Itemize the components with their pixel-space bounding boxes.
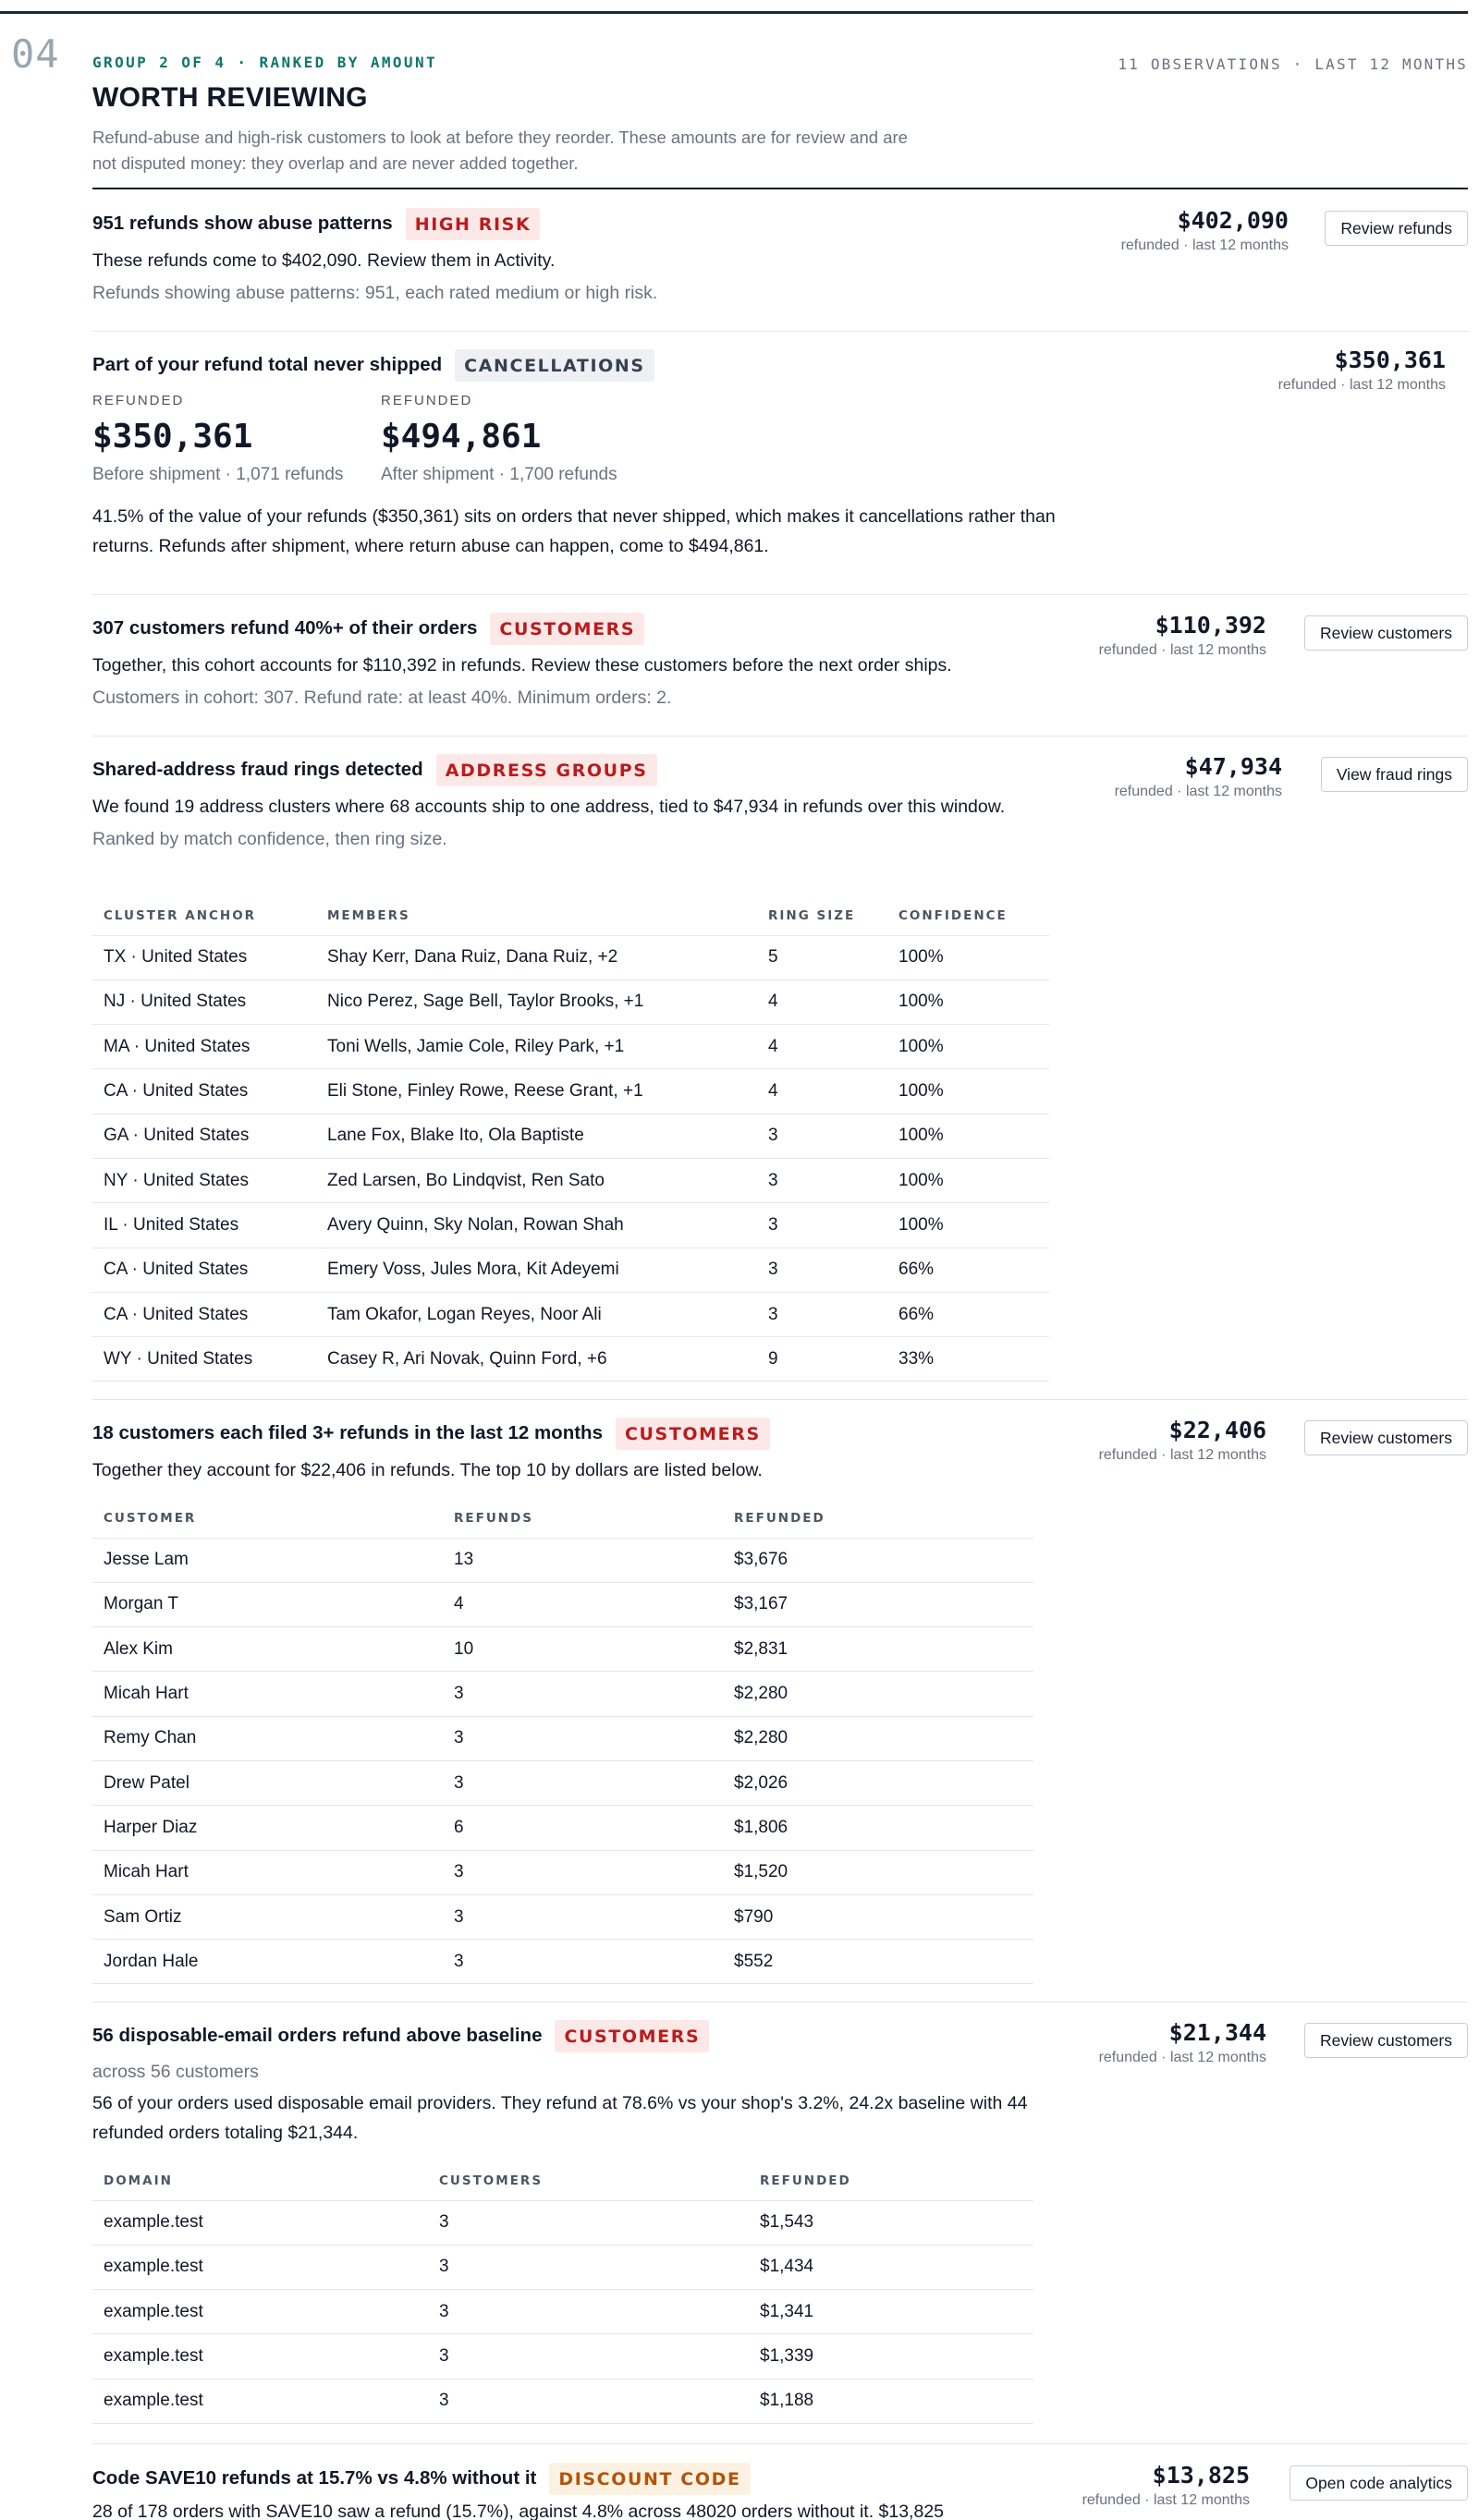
customers-badge: CUSTOMERS [616,1418,770,1450]
column-header: CLUSTER ANCHOR [92,896,316,935]
table-cell: 3 [443,1940,723,1984]
table-row [92,1203,1049,1248]
card-disposable-email [92,2017,1468,2411]
table-cell: GA · United States [92,1114,316,1158]
cancellations-badge: CANCELLATIONS [455,349,654,382]
amount-label: refunded · last 12 months [1098,2050,1266,2065]
customers-badge: CUSTOMERS [555,2020,709,2052]
table-cell: $2,831 [723,1627,1033,1672]
amount-value: $110,392 [1155,612,1266,639]
card-title: Code SAVE10 refunds at 15.7% vs 4.8% without it [92,2467,537,2489]
table-cell: 3 [428,2379,749,2423]
card-text: We found 19 address clusters where 68 accounts ship to one address, tied to $47,934 in refunds over this window. [92,797,1006,817]
table-row [92,1716,1033,1760]
table-cell: 10 [443,1627,723,1672]
card-title: 56 disposable-email orders refund above baseline [92,2025,543,2046]
card-text: 41.5% of the value of your refunds ($350,361) sits on orders that never shipped, which makes it cancellations rather than returns. Refunds after shipment, where return abuse can happen, come to $494,861. [92,506,1056,556]
table-cell: 100% [887,1025,1049,1069]
table-cell: 100% [887,1158,1049,1202]
column-header: MEMBERS [316,896,757,935]
table-cell: $1,520 [723,1850,1033,1894]
table-cell: 100% [887,1114,1049,1158]
table-row [92,980,1049,1024]
table-row [92,2334,1033,2379]
column-header: CONFIDENCE [887,896,1049,935]
table-cell: $1,188 [749,2379,1033,2423]
table-cell: CA · United States [92,1248,316,1292]
table-cell: 3 [428,2200,749,2245]
disposable-email-table [92,2161,1033,2424]
table-cell: 3 [428,2334,749,2379]
card-divider [92,594,1468,595]
amount-label: refunded · last 12 months [1114,784,1282,799]
table-cell: 6 [443,1806,723,1850]
table-cell: Remy Chan [92,1716,443,1760]
table-cell: 13 [443,1538,723,1582]
table-row [92,1806,1033,1850]
card-subtext: Customers in cohort: 307. Refund rate: at least 40%. Minimum orders: 2. [92,688,672,708]
amount-block [1099,612,1266,659]
amount-value: $21,344 [1168,2019,1266,2046]
table-cell: Lane Fox, Blake Ito, Ola Baptiste [316,1114,757,1158]
table-row [92,1582,1033,1626]
table-cell: 3 [757,1292,887,1336]
card-divider [92,1399,1468,1400]
amount-label: refunded · last 12 months [1098,642,1266,658]
card-subtext: Ranked by match confidence, then ring size. [92,829,447,849]
kpi-value: $350,361 [92,418,253,456]
high-risk-badge: HIGH RISK [406,208,541,240]
card-subtext: Refunds showing abuse patterns: 951, each rated medium or high risk. [92,283,658,303]
table-cell: Avery Quinn, Sky Nolan, Rowan Shah [316,1203,757,1248]
section-eyebrow: GROUP 2 OF 4 · RANKED BY AMOUNT [92,54,438,71]
table-cell: example.test [92,2290,428,2334]
card-divider [92,736,1468,737]
table-cell: Casey R, Ari Novak, Quinn Ford, +6 [316,1337,757,1382]
column-header: CUSTOMERS [428,2161,749,2200]
table-cell: 100% [887,1069,1049,1114]
amount-block [1115,753,1282,800]
column-header: REFUNDED [749,2161,1033,2200]
table-row [92,2245,1033,2289]
customers-badge: CUSTOMERS [490,613,644,645]
card-divider [92,331,1468,332]
table-cell: 100% [887,980,1049,1024]
card-abuse-patterns [92,205,1468,308]
table-cell: Tam Okafor, Logan Reyes, Noor Ali [316,1292,757,1336]
kpi-sub: After shipment · 1,700 refunds [381,465,617,484]
table-cell: 3 [443,1894,723,1939]
column-header: REFUNDS [443,1499,723,1538]
table-cell: 33% [887,1337,1049,1382]
amount-block [1121,207,1289,254]
table-cell: 3 [757,1158,887,1202]
table-row [92,1292,1049,1336]
kpi-value: $494,861 [381,418,542,456]
table-cell: Zed Larsen, Bo Lindqvist, Ren Sato [316,1158,757,1202]
page-title: WORTH REVIEWING [92,82,368,113]
table-cell: 9 [757,1337,887,1382]
table-cell: Drew Patel [92,1760,443,1805]
table-cell: $2,026 [723,1760,1033,1805]
section-number: 04 [11,31,60,77]
review-customers-button[interactable]: Review customers [1304,2023,1468,2058]
table-cell: NY · United States [92,1158,316,1202]
kpi-sub: Before shipment · 1,071 refunds [92,465,344,484]
card-refund-cohort [92,610,1468,712]
table-cell: Eli Stone, Finley Rowe, Reese Grant, +1 [316,1069,757,1114]
card-text: 28 of 178 orders with SAVE10 saw a refund (15.7%), against 4.8% across 48020 orders without it. $13,825 [92,2502,945,2520]
table-cell: WY · United States [92,1337,316,1382]
table-cell: $1,806 [723,1806,1033,1850]
table-cell: Sam Ortiz [92,1894,443,1939]
card-title: 18 customers each filed 3+ refunds in the last 12 months [92,1422,603,1443]
table-row [92,1760,1033,1805]
table-row [92,1627,1033,1672]
table-cell: 3 [443,1850,723,1894]
card-title: Part of your refund total never shipped [92,354,443,375]
table-cell: example.test [92,2379,428,2423]
fraud-rings-table [92,896,1049,1382]
table-cell: 3 [443,1760,723,1805]
table-row [92,2379,1033,2423]
table-cell: 5 [757,935,887,980]
table-row [92,1025,1049,1069]
table-row [92,1850,1033,1894]
table-row [92,2200,1033,2245]
amount-block [1278,347,1446,394]
review-customers-button[interactable]: Review customers [1304,1420,1468,1455]
table-cell: example.test [92,2200,428,2245]
table-cell: $1,543 [749,2200,1033,2245]
table-cell: example.test [92,2334,428,2379]
card-title: Shared-address fraud rings detected [92,759,423,780]
table-cell: $2,280 [723,1716,1033,1760]
table-cell: $790 [723,1894,1033,1939]
table-row [92,1337,1049,1382]
column-header: CUSTOMER [92,1499,443,1538]
table-cell: CA · United States [92,1069,316,1114]
table-cell: IL · United States [92,1203,316,1248]
table-cell: Shay Kerr, Dana Ruiz, Dana Ruiz, +2 [316,935,757,980]
amount-block [1082,2462,1250,2509]
table-row [92,1248,1049,1292]
discount-code-badge: DISCOUNT CODE [549,2463,750,2495]
card-text: Together, this cohort accounts for $110,392 in refunds. Review these customers before the next order ships. [92,655,952,676]
card-title: 951 refunds show abuse patterns [92,213,393,234]
repeat-refunders-table [92,1499,1033,1984]
table-cell: CA · United States [92,1292,316,1336]
table-cell: 4 [757,1025,887,1069]
table-cell: Jordan Hale [92,1940,443,1984]
column-header: RING SIZE [757,896,887,935]
kpi-row [92,393,1468,485]
amount-value: $22,406 [1168,1417,1266,1443]
view-fraud-rings-button[interactable]: View fraud rings [1321,757,1468,792]
card-subtext: across 56 customers [92,2062,259,2082]
kpi-label: REFUNDED [92,393,185,408]
table-cell: $1,341 [749,2290,1033,2334]
table-cell: $3,676 [723,1538,1033,1582]
table-cell: 100% [887,935,1049,980]
table-cell: 4 [757,980,887,1024]
table-row [92,935,1049,980]
table-row [92,1069,1049,1114]
card-title: 307 customers refund 40%+ of their orders [92,617,478,639]
card-discount-code [92,2460,1468,2520]
table-cell: Micah Hart [92,1850,443,1894]
table-cell: 66% [887,1248,1049,1292]
amount-block [1099,2019,1266,2066]
table-cell: Morgan T [92,1582,443,1626]
header-divider [92,188,1468,189]
card-divider [92,2002,1468,2003]
table-row [92,2290,1033,2334]
table-cell: Harper Diaz [92,1806,443,1850]
table-cell: 3 [443,1716,723,1760]
column-header: REFUNDED [723,1499,1033,1538]
amount-label: refunded · last 12 months [1120,237,1289,253]
table-cell: 66% [887,1292,1049,1336]
table-cell: 3 [757,1248,887,1292]
section-header [92,54,1468,177]
card-cancellations [92,347,1468,561]
column-header: DOMAIN [92,2161,428,2200]
table-cell: 100% [887,1203,1049,1248]
table-row [92,1894,1033,1939]
table-cell: Emery Voss, Jules Mora, Kit Adeyemi [316,1248,757,1292]
kpi-after-shipment [381,393,669,485]
table-cell: $552 [723,1940,1033,1984]
table-cell: 4 [443,1582,723,1626]
kpi-label: REFUNDED [381,393,473,408]
table-cell: 3 [443,1672,723,1716]
amount-value: $402,090 [1177,207,1289,234]
table-cell: Toni Wells, Jamie Cole, Riley Park, +1 [316,1025,757,1069]
table-row [92,1672,1033,1716]
amount-label: refunded · last 12 months [1277,377,1446,393]
table-cell: 3 [428,2245,749,2289]
table-cell: 3 [757,1114,887,1158]
amount-block [1099,1417,1266,1464]
table-cell: $1,434 [749,2245,1033,2289]
amount-label: refunded · last 12 months [1082,2492,1250,2508]
table-row [92,1538,1033,1582]
table-cell: Alex Kim [92,1627,443,1672]
table-cell: NJ · United States [92,980,316,1024]
page-description: Refund-abuse and high-risk customers to look at before they reorder. These amounts are for review and are not disputed money: they overlap and are never added together. [92,128,908,173]
address-groups-badge: ADDRESS GROUPS [436,754,657,786]
table-row [92,1158,1049,1202]
table-cell: example.test [92,2245,428,2289]
top-rule [0,11,1468,14]
amount-value: $13,825 [1152,2462,1250,2489]
table-row [92,1940,1033,1984]
table-row [92,1114,1049,1158]
observations-count: 11 OBSERVATIONS · LAST 12 MONTHS [1118,55,1468,73]
amount-label: refunded · last 12 months [1098,1447,1266,1463]
table-cell: $2,280 [723,1672,1033,1716]
table-cell: Jesse Lam [92,1538,443,1582]
table-cell: $3,167 [723,1582,1033,1626]
card-repeat-refunders [92,1415,1468,1971]
review-customers-button[interactable]: Review customers [1304,615,1468,651]
table-cell: 4 [757,1069,887,1114]
table-cell: 3 [757,1203,887,1248]
card-text: Together they account for $22,406 in refunds. The top 10 by dollars are listed below. [92,1460,763,1480]
table-cell: 3 [428,2290,749,2334]
table-cell: TX · United States [92,935,316,980]
open-code-analytics-button[interactable]: Open code analytics [1290,2465,1468,2501]
card-fraud-rings [92,751,1468,1369]
table-cell: MA · United States [92,1025,316,1069]
table-cell: Nico Perez, Sage Bell, Taylor Brooks, +1 [316,980,757,1024]
kpi-before-shipment [92,393,381,485]
table-cell: $1,339 [749,2334,1033,2379]
review-refunds-button[interactable]: Review refunds [1325,211,1468,246]
table-cell: Micah Hart [92,1672,443,1716]
amount-value: $47,934 [1184,753,1282,780]
amount-value: $350,361 [1334,347,1446,373]
card-divider [92,2443,1468,2444]
card-text: These refunds come to $402,090. Review them in Activity. [92,250,556,271]
card-text: 56 of your orders used disposable email providers. They refund at 78.6% vs your shop's 3.2%, 24.2x baseline with 44 refunded orders totaling $21,344. [92,2093,1028,2143]
